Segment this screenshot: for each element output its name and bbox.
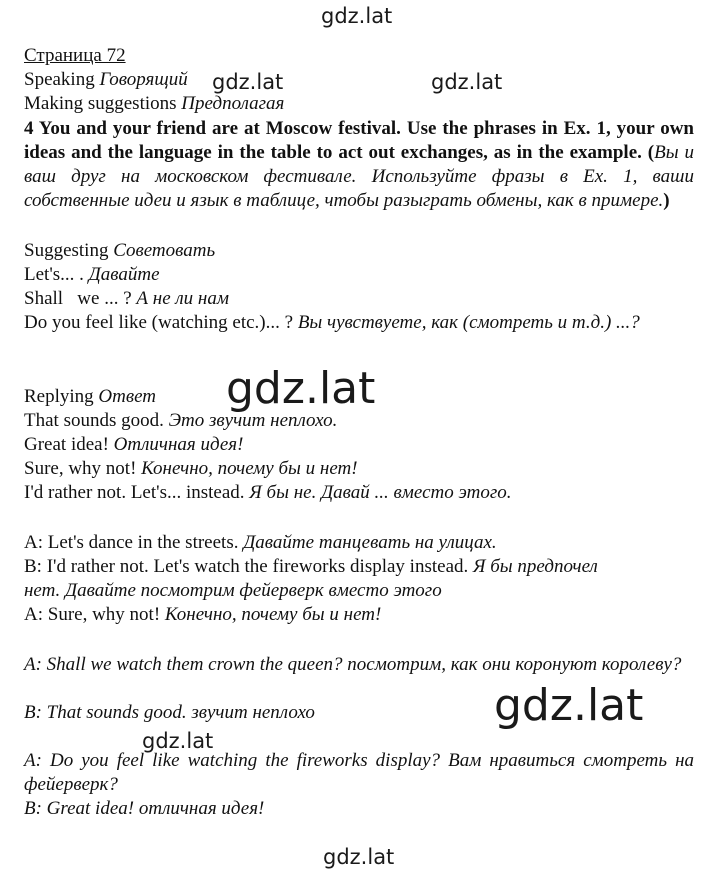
watermark-large-center: gdz.lat (226, 363, 376, 414)
dialog-en: A: Sure, why not! (24, 604, 161, 625)
task-close: ) (663, 190, 670, 211)
task-en: 4 You and your friend are at Moscow festival. Use the phrases in Ex. 1, your own ideas and the language in the table to act out exchanges, as in the example. ( (24, 118, 694, 163)
reply-item (24, 457, 358, 481)
watermark-header-left: gdz.lat (212, 70, 284, 94)
replying-heading (24, 385, 156, 409)
speaking-heading (24, 68, 188, 92)
watermark-header-right: gdz.lat (431, 70, 503, 94)
reply-ru: Конечно, почему бы и нет! (141, 458, 358, 479)
suggesting-ru: Советовать (113, 240, 216, 261)
task-ru: Вы и ваш друг на московском фестивале. Используйте фразы в Ex. 1, ваши собственные идеи и язык в таблице, чтобы разыграть обмены, как в примере. (24, 142, 694, 211)
feel-like-ru: Вы чувствуете, как (смотреть и т.д.) ...? (297, 312, 640, 333)
dialog-line-a1 (24, 531, 497, 555)
reply-en: Sure, why not! (24, 458, 137, 479)
reply-en: Great idea! (24, 434, 109, 455)
making-en: Making suggestions (24, 93, 177, 114)
making-suggestions-heading (24, 92, 284, 116)
reply-item (24, 409, 337, 433)
reply-item (24, 433, 243, 457)
replying-ru: Ответ (98, 386, 157, 407)
phrase-ru: А не ли нам (136, 288, 229, 309)
dialog-line-a2 (24, 603, 381, 627)
speaking-en: Speaking (24, 69, 95, 90)
watermark-top: gdz.lat (321, 4, 393, 28)
dialog-en: A: Let's dance in the streets. (24, 532, 239, 553)
phrase-ru: Давайте (88, 264, 160, 285)
reply-en: I'd rather not. Let's... instead. (24, 482, 245, 503)
phrase-lets (24, 263, 160, 287)
example-line-1: A: Shall we watch them crown the queen? посмотрим, как они коронуют королеву? (24, 654, 682, 675)
speaking-ru: Говорящий (99, 69, 188, 90)
making-ru: Предполагая (181, 93, 285, 114)
dialog-en: B: I'd rather not. Let's watch the fireworks display instead. (24, 556, 469, 577)
reply-en: That sounds good. (24, 410, 164, 431)
dialog-ru: Давайте танцевать на улицах. (243, 532, 497, 553)
replying-en: Replying (24, 386, 94, 407)
reply-ru: Отличная идея! (113, 434, 244, 455)
watermark-large-right: gdz.lat (494, 680, 644, 731)
phrase-en: Shall we ... ? (24, 288, 132, 309)
phrase-shall-we (24, 287, 229, 311)
reply-ru: Я бы не. Давай ... вместо этого. (249, 482, 512, 503)
dialog-line-b1-cont: нет. Давайте посмотрим фейерверк вместо этого (24, 580, 442, 601)
suggesting-heading (24, 239, 215, 263)
example-line-3: A: Do you feel like watching the fireworks display? Вам нравиться смотреть на фейерверк? (24, 750, 694, 795)
feel-like-en: Do you feel like (watching etc.)... ? (24, 312, 294, 333)
suggesting-en: Suggesting (24, 240, 109, 261)
example-line-4: B: Great idea! отличная идея! (24, 798, 265, 819)
watermark-bottom: gdz.lat (323, 845, 395, 869)
dialog-line-b1 (24, 555, 598, 579)
dialog-ru: Я бы предпочел (473, 556, 598, 577)
example-line-2: B: That sounds good. звучит неплохо (24, 702, 315, 723)
reply-ru: Это звучит неплохо. (168, 410, 338, 431)
phrase-feel-like (24, 311, 694, 335)
task-paragraph (24, 117, 694, 213)
watermark-lower-left: gdz.lat (142, 729, 214, 753)
phrase-en: Let's... . (24, 264, 84, 285)
page-label: Страница 72 (24, 45, 126, 66)
dialog-ru: Конечно, почему бы и нет! (164, 604, 382, 625)
reply-item (24, 481, 512, 505)
